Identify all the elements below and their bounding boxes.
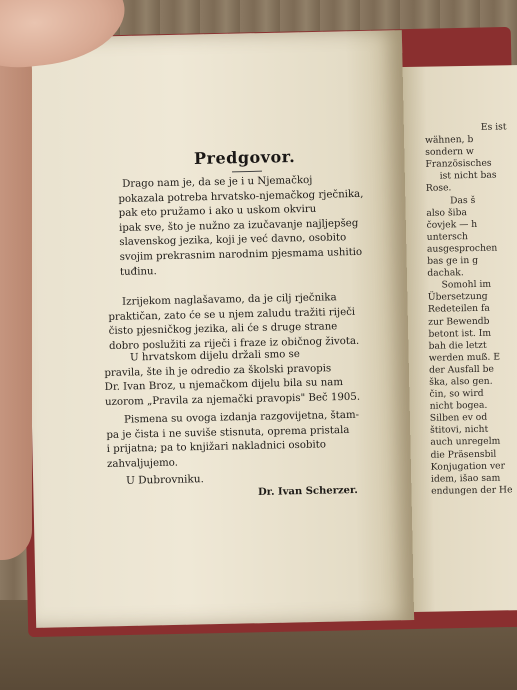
right-line: dachak.	[427, 267, 464, 279]
para3-line: uzorom „Pravila za njemački pravopis" Beč 1905.	[104, 391, 361, 408]
para1-line: svojim prekrasnim narodnim pjesmama ushitio	[119, 246, 363, 263]
right-line: bas ge in g	[427, 254, 479, 267]
right-line: čin, so wird	[429, 387, 484, 400]
para4-line: Pismena su ovoga izdanja razgovijetna, štam-	[124, 409, 360, 426]
right-line: ist nicht bas	[439, 169, 497, 182]
right-line: Redeteilen fa	[427, 303, 490, 316]
page-title: Predgovor.	[193, 146, 296, 169]
right-line: čovjek — h	[426, 218, 478, 231]
holding-hand	[0, 40, 32, 560]
right-line: Silben ev od	[429, 412, 488, 425]
right-line: betont ist. Im	[428, 327, 492, 340]
right-line: bah die letzt	[428, 339, 487, 352]
para2-line: praktičan, zato će se u njem zaludu tražiti riječi	[108, 306, 356, 323]
right-line: Konjugation ver	[430, 460, 506, 473]
right-line: sondern w	[425, 146, 474, 159]
para2-line: dobro poslužiti za riječi i fraze iz običnog života.	[108, 335, 360, 352]
right-line: der Ausfall be	[428, 363, 495, 376]
right-line: ausgesprochen	[426, 242, 498, 255]
para2-line: Izrijekom naglašavamo, da je cilj rječnika	[122, 292, 337, 308]
para3-line: U hrvatskom dijelu držali smo se	[130, 348, 300, 364]
right-line: werden muß. E	[428, 351, 501, 364]
paragraph-1	[118, 173, 378, 281]
right-line: idem, išao sam	[430, 472, 501, 485]
right-page-text	[425, 121, 517, 497]
right-line: Das š	[449, 194, 476, 206]
right-line: zur Bewendb	[428, 315, 490, 328]
right-line: Französisches	[425, 157, 492, 171]
right-line: wähnen, b	[424, 134, 474, 146]
right-line: Rose.	[425, 182, 452, 195]
right-line: Somohl im	[441, 278, 492, 291]
para1-line: pak eto pružamo i ako u uskom okviru	[118, 204, 317, 220]
para1-line: pokazala potreba hrvatsko-njemačkog rječnika,	[118, 188, 364, 205]
para1-line: ipak sve, što je nužno za izučavanje najljepšeg	[118, 217, 359, 234]
paragraph-4	[106, 409, 365, 473]
right-line: ška, also gen.	[429, 375, 493, 388]
author-signature: Dr. Ivan Scherzer.	[257, 484, 358, 499]
para3-line: pravila, šte ih je odredio za školski pravopis	[104, 362, 332, 379]
right-line: auch unregelm	[430, 435, 501, 449]
para4-line: pa je čista i ne suviše stisnuta, oprema pristala	[106, 424, 350, 441]
right-line: Übersetzung	[427, 291, 488, 304]
location-line: U Dubrovniku.	[125, 473, 205, 487]
para1-line: tuđinu.	[119, 265, 157, 278]
paragraph-2	[108, 291, 371, 355]
right-line: also šiba	[426, 206, 468, 219]
right-line: Es ist	[480, 121, 507, 133]
para1-line: slavenskog jezika, koji je već davno, osobito	[119, 232, 347, 249]
right-line: untersch	[426, 230, 468, 243]
para1-line: Drago nam je, da se je i u Njemačkoj	[122, 174, 313, 190]
para4-line: i prijatna; pa to knjižari nakladnici osobito	[106, 439, 327, 456]
right-line: nicht bogea.	[429, 399, 488, 412]
para4-line: zahvaljujemo.	[106, 457, 179, 470]
para3-line: Dr. Ivan Broz, u njemačkom dijelu bila su nam	[104, 377, 344, 394]
right-line: endungen der He	[431, 484, 513, 497]
paragraph-3	[104, 347, 367, 411]
right-line: štitovi, nicht	[430, 424, 489, 437]
right-line: die Präsensbil	[430, 448, 497, 461]
para2-line: čisto pjesničkog jezika, ali će s druge strane	[108, 321, 338, 338]
